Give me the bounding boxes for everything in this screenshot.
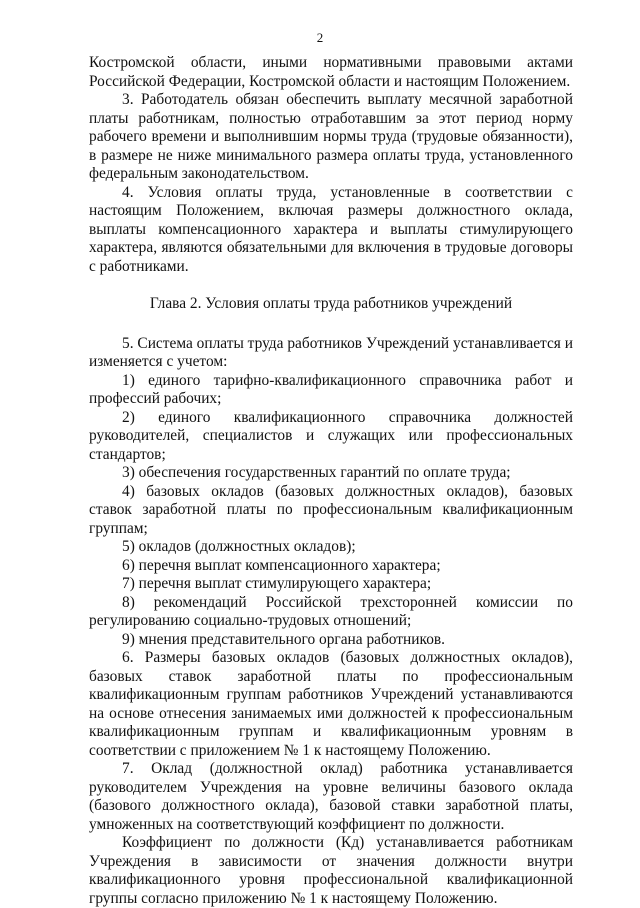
paragraph: 6. Размеры базовых окладов (базовых должностных окладов), базовых ставок заработной платы по профессиональным квалификационным группам работников Учреждений устанавливаются на основе отнесения занимаемых ими должностей к профессиональным квалификационным группам и квалификационным уровням в соответствии с приложением № 1 к настоящему Положению. [89, 649, 573, 760]
paragraph: 7) перечня выплат стимулирующего характера; [89, 575, 573, 594]
paragraph: Коэффициент по должности (Кд) устанавливается работникам Учреждения в зависимости от значения должности внутри квалификационного уровня профессиональной квалификационной группы согласно приложению № 1 к настоящему Положению. [89, 834, 573, 908]
paragraph: 1) единого тарифно-квалификационного справочника работ и профессий рабочих; [89, 372, 573, 409]
paragraphs-top [89, 54, 573, 276]
page-number: 2 [0, 30, 640, 46]
paragraph: 3) обеспечения государственных гарантий по оплате труда; [89, 464, 573, 483]
paragraph: 4) базовых окладов (базовых должностных окладов), базовых ставок заработной платы по профессиональным квалификационным группам; [89, 483, 573, 539]
paragraph: 3. Работодатель обязан обеспечить выплату месячной заработной платы работникам, полностью отработавшим за этот период норму рабочего времени и выполнившим нормы труда (трудовые обязанности), в размере не ниже минимального размера оплаты труда, установленного федеральным законодательством. [89, 91, 573, 184]
paragraph: 8) рекомендаций Российской трехсторонней комиссии по регулированию социально-трудовых отношений; [89, 594, 573, 631]
paragraph: 7. Оклад (должностной оклад) работника устанавливается руководителем Учреждения на уровне величины базового оклада (базового должностного оклада), базовой ставки заработной платы, умноженных на соответствующий коэффициент по должности. [89, 760, 573, 834]
paragraphs-bottom [89, 335, 573, 908]
chapter-heading: Глава 2. Условия оплаты труда работников учреждений [89, 295, 573, 314]
paragraph: 5. Система оплаты труда работников Учреждений устанавливается и изменяется с учетом: [89, 335, 573, 372]
paragraph: 6) перечня выплат компенсационного характера; [89, 557, 573, 576]
paragraph: 5) окладов (должностных окладов); [89, 538, 573, 557]
document-body [89, 54, 573, 908]
paragraph: 4. Условия оплаты труда, установленные в соответствии с настоящим Положением, включая размеры должностного оклада, выплаты компенсационного характера и выплаты стимулирующего характера, являются обязательными для включения в трудовые договоры с работниками. [89, 184, 573, 277]
paragraph: 2) единого квалификационного справочника должностей руководителей, специалистов и служащих или профессиональных стандартов; [89, 409, 573, 465]
paragraph: Костромской области, иными нормативными правовыми актами Российской Федерации, Костромской области и настоящим Положением. [89, 54, 573, 91]
paragraph: 9) мнения представительного органа работников. [89, 631, 573, 650]
